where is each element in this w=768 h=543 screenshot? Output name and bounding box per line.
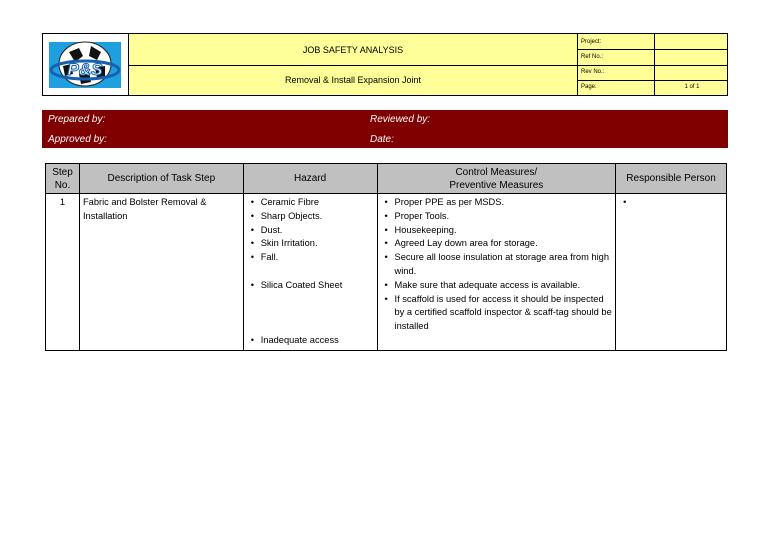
- meta-row-page: [578, 80, 728, 95]
- control-measures-cell: [377, 194, 616, 351]
- meta-label: Page:: [581, 84, 597, 91]
- control-item: • Housekeeping.: [381, 224, 613, 238]
- approved-by-label: Approved by:: [48, 134, 107, 145]
- meta-row-rev: [578, 65, 728, 81]
- meta-value: [654, 65, 729, 80]
- jsa-table: [45, 163, 727, 351]
- signoff-band: [42, 110, 728, 148]
- meta-value: [654, 34, 729, 49]
- meta-value: 1 of 1: [654, 80, 729, 95]
- control-item: • If scaffold is used for access it should be inspected by a certified scaffold inspector & scaff-tag should be installed: [381, 293, 613, 334]
- hazard-list: [247, 196, 374, 348]
- responsible-cell: [616, 194, 727, 351]
- document-header: [42, 33, 728, 96]
- document-subtitle: Removal & Install Expansion Joint: [284, 75, 422, 85]
- header-control-line2: Preventive Measures: [449, 179, 544, 191]
- table-header-row: [46, 164, 727, 194]
- meta-label: Project:: [581, 38, 602, 45]
- hazard-item: • Ceramic Fibre: [247, 196, 374, 210]
- meta-label: Ref No.:: [581, 53, 604, 60]
- header-hazard: Hazard: [243, 164, 377, 194]
- logo-text: P&S: [67, 60, 103, 79]
- hazard-item: • Sharp Objects.: [247, 210, 374, 224]
- meta-row-project: [578, 34, 728, 50]
- header-control-measures: [377, 164, 616, 194]
- meta-row-ref: [578, 49, 728, 65]
- prepared-by-label: Prepared by:: [48, 114, 106, 125]
- company-logo: [43, 34, 127, 95]
- step-cell: 1: [46, 194, 80, 351]
- control-item: • Proper Tools.: [381, 210, 613, 224]
- date-label: Date:: [370, 134, 394, 145]
- meta-value: [654, 49, 729, 64]
- hazard-item: • Skin Irritation.: [247, 237, 374, 251]
- logo-cell: [43, 34, 129, 95]
- description-cell: Fabric and Bolster Removal & Installation: [79, 194, 243, 351]
- meta-block: [577, 34, 727, 95]
- header-control-line1: Control Measures/: [455, 166, 538, 178]
- control-item: • Agreed Lay down area for storage.: [381, 237, 613, 251]
- hazard-item: • Inadequate access: [247, 334, 374, 348]
- reviewed-by-label: Reviewed by:: [370, 114, 431, 125]
- hazard-item: • Dust.: [247, 224, 374, 238]
- hazard-item: • Silica Coated Sheet: [247, 279, 374, 293]
- control-item: • Secure all loose insulation at storage area from high wind.: [381, 251, 613, 279]
- table-row: [46, 194, 727, 351]
- hazard-item: • Fall.: [247, 251, 374, 265]
- document-title: JOB SAFETY ANALYSIS: [129, 34, 577, 66]
- header-step: Step No.: [46, 164, 80, 194]
- header-description: Description of Task Step: [79, 164, 243, 194]
- title-cell: [129, 34, 577, 95]
- control-item: • Proper PPE as per MSDS.: [381, 196, 613, 210]
- meta-label: Rev No.:: [581, 69, 605, 76]
- header-responsible: Responsible Person: [616, 164, 727, 194]
- hazard-cell: [243, 194, 377, 351]
- control-item: • Make sure that adequate access is available.: [381, 279, 613, 293]
- control-list: [381, 196, 613, 334]
